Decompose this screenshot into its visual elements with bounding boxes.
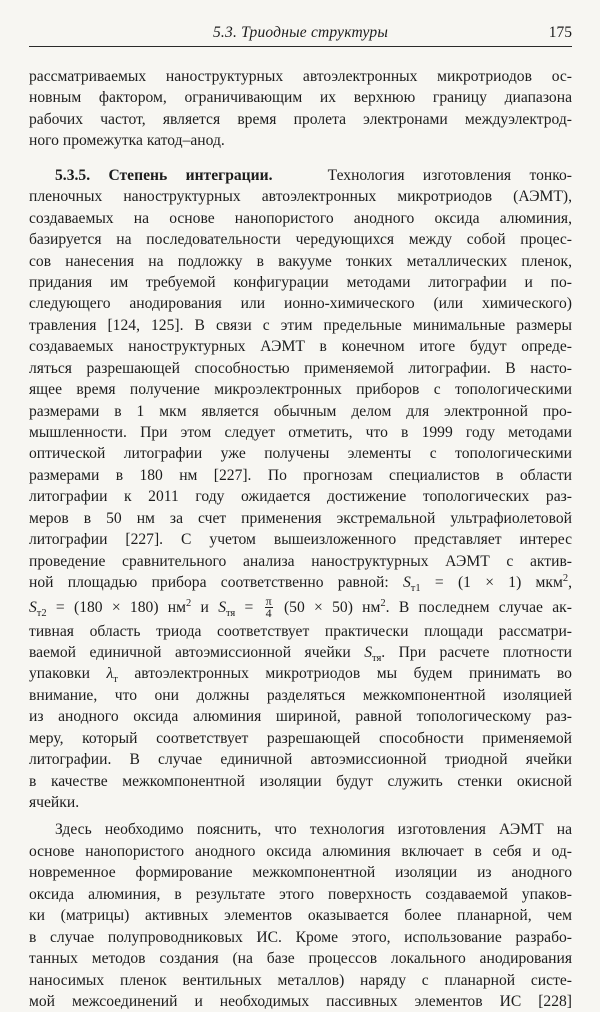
formula-line xyxy=(29,594,572,621)
text-line: литографии [227]. С учетом вышеизложенного представляет интерес xyxy=(29,531,572,549)
area-value: (50 × 50) нм xyxy=(283,598,381,616)
text-line: новременное формирование межкомпонентной изоляции из анодного xyxy=(29,864,572,882)
text-fragment: . При расчете плотности xyxy=(381,643,572,661)
formula-punctuation: , xyxy=(568,574,573,592)
area-exponent: 2 xyxy=(186,597,192,609)
section-first-line xyxy=(29,165,572,186)
text-line: создаваемых наноструктурных АЭМТ в конечном итоге будут опреде- xyxy=(29,338,572,356)
packing-density-subscript: т xyxy=(113,674,118,686)
text-line: меров в 50 нм за счет применения экстремальной ультрафиолетовой xyxy=(29,509,572,527)
text-line: ки (матрицы) активных элементов оказывается более планарной, чем xyxy=(29,907,572,925)
equals-sign: = xyxy=(244,598,254,616)
text-line: ячейки. xyxy=(29,794,80,811)
formula-line xyxy=(29,572,572,593)
body-text xyxy=(29,66,572,1012)
text-line: меру, который соответствует разрешающей способности применяемой xyxy=(29,729,572,747)
cell-area-subscript: тя xyxy=(372,653,382,665)
text-line: ящее время получение микроэлектронных приборов с топологическими xyxy=(29,381,572,399)
text-fragment: ваемой единичной автоэмиссионной ячейки xyxy=(29,643,351,661)
text-line: внимание, что они должны разделяться межкомпонентной изоляцией xyxy=(29,686,572,704)
text-line: размерами в 1 мкм является обычным делом для электронной про- xyxy=(29,402,572,420)
text-line: создаваемых на основе нанопористого анодного оксида алюминия, xyxy=(29,209,572,227)
text-line: тивная область триода соответствует практически площади рассматри- xyxy=(29,622,572,640)
text-line: в случае полупроводниковых ИС. Кроме этого, использование разрабо- xyxy=(29,928,572,946)
text-line xyxy=(29,663,572,684)
text-line: следующего анодирования или ионно-химического (или химического) xyxy=(29,295,572,313)
text-line: оптической литографии уже получены элементы с топологическими xyxy=(29,445,572,463)
text-fragment: упаковки xyxy=(29,665,90,683)
section-gap xyxy=(29,152,572,165)
book-page xyxy=(29,0,573,1010)
paragraph-continuation xyxy=(29,66,572,152)
text-line: танных методов создания (на базе процессов локального анодирования xyxy=(29,950,572,968)
formula-connector: и xyxy=(200,598,209,616)
fraction xyxy=(265,596,273,619)
text-line: новным фактором, ограничивающим их верхнюю границу диапазона xyxy=(29,89,572,107)
packing-density-symbol: λ xyxy=(106,665,114,683)
text-line xyxy=(29,642,572,663)
text-line: проведение сравнительного анализа наноструктурных АЭМТ с актив- xyxy=(29,552,572,570)
area-symbol: S xyxy=(29,598,37,616)
running-header xyxy=(29,20,572,47)
text-line: оксида алюминия, в результате этого поверхность создаваемой упаков- xyxy=(29,885,572,903)
area-value: = (180 × 180) нм xyxy=(55,598,187,616)
area-symbol: S xyxy=(218,598,226,616)
fraction-denominator: 4 xyxy=(265,606,272,621)
text-line: из анодного оксида алюминия шириной, равной топологическому раз- xyxy=(29,708,572,726)
area-subscript: тя xyxy=(225,607,236,619)
text-line: в качестве межкомпонентной изоляции будут служить стенки окисной xyxy=(29,772,572,790)
text-line: размерами в 180 нм [227]. По прогнозам специалистов в области xyxy=(29,466,572,484)
text-line: литографии. В случае единичной автоэмиссионной триодной ячейки xyxy=(29,751,572,769)
text-line: сов нанесения на подложку в вакууме тонких металлических пленок, xyxy=(29,252,572,270)
area-subscript: т2 xyxy=(36,607,47,619)
formula-tail: . В последнем случае ак- xyxy=(385,598,572,616)
area-exponent: 2 xyxy=(380,597,386,609)
text-line: придания им требуемой конфигурации методами литографии и по- xyxy=(29,273,572,291)
area-value: = (1 × 1) мкм xyxy=(434,574,563,592)
page-number: 175 xyxy=(548,24,572,41)
area-subscript: т1 xyxy=(410,583,421,595)
header-title: 5.3. Триодные структуры xyxy=(212,24,389,41)
fraction-numerator: π xyxy=(265,594,272,609)
cell-area-symbol: S xyxy=(364,643,373,661)
text-fragment: автоэлектронных микротриодов мы будем принимать во xyxy=(134,665,572,683)
text-line: ного промежутка катод–анод. xyxy=(29,132,225,150)
text-line: травления [124, 125]. В связи с этим предельные минимальные размеры xyxy=(29,316,572,334)
section-first-line-text: Технология изготовления тонко- xyxy=(327,166,572,184)
text-line: пленочных наноструктурных автоэлектронных микротриодов (АЭМТ), xyxy=(29,188,572,206)
area-exponent: 2 xyxy=(562,572,569,584)
text-line: рабочих частот, является время пролета электронами междуэлектрод- xyxy=(29,110,572,128)
text-line: рассматриваемых наноструктурных автоэлектронных микротриодов ос- xyxy=(29,68,572,85)
section-heading: 5.3.5. Степень интеграции. xyxy=(55,166,273,184)
section-paragraph xyxy=(29,165,572,814)
text-line: мой межсоединений и необходимых пассивных элементов ИС [228] xyxy=(29,992,572,1010)
area-symbol: S xyxy=(402,574,411,592)
text-line: наносимых пленок вентильных металлов) наряду с планарной систе- xyxy=(29,971,572,989)
formula-text: ной площадью прибора соответственно равной: xyxy=(29,574,389,592)
text-line: основе нанопористого анодного оксида алюминия включает в себя и од- xyxy=(29,842,572,860)
text-line: мышленности. При этом следует отметить, что в 1999 году методами xyxy=(29,424,572,441)
text-line: Здесь необходимо пояснить, что технология изготовления АЭМТ на xyxy=(55,821,572,839)
text-line: базируется на последовательности чередующихся между собой процес- xyxy=(29,231,572,249)
text-line: литографии к 2011 году ожидается достижение топологических раз- xyxy=(29,488,572,506)
text-line: ляться разрешающей способностью применяемой литографии. В насто- xyxy=(29,359,572,377)
paragraph xyxy=(29,819,572,1012)
